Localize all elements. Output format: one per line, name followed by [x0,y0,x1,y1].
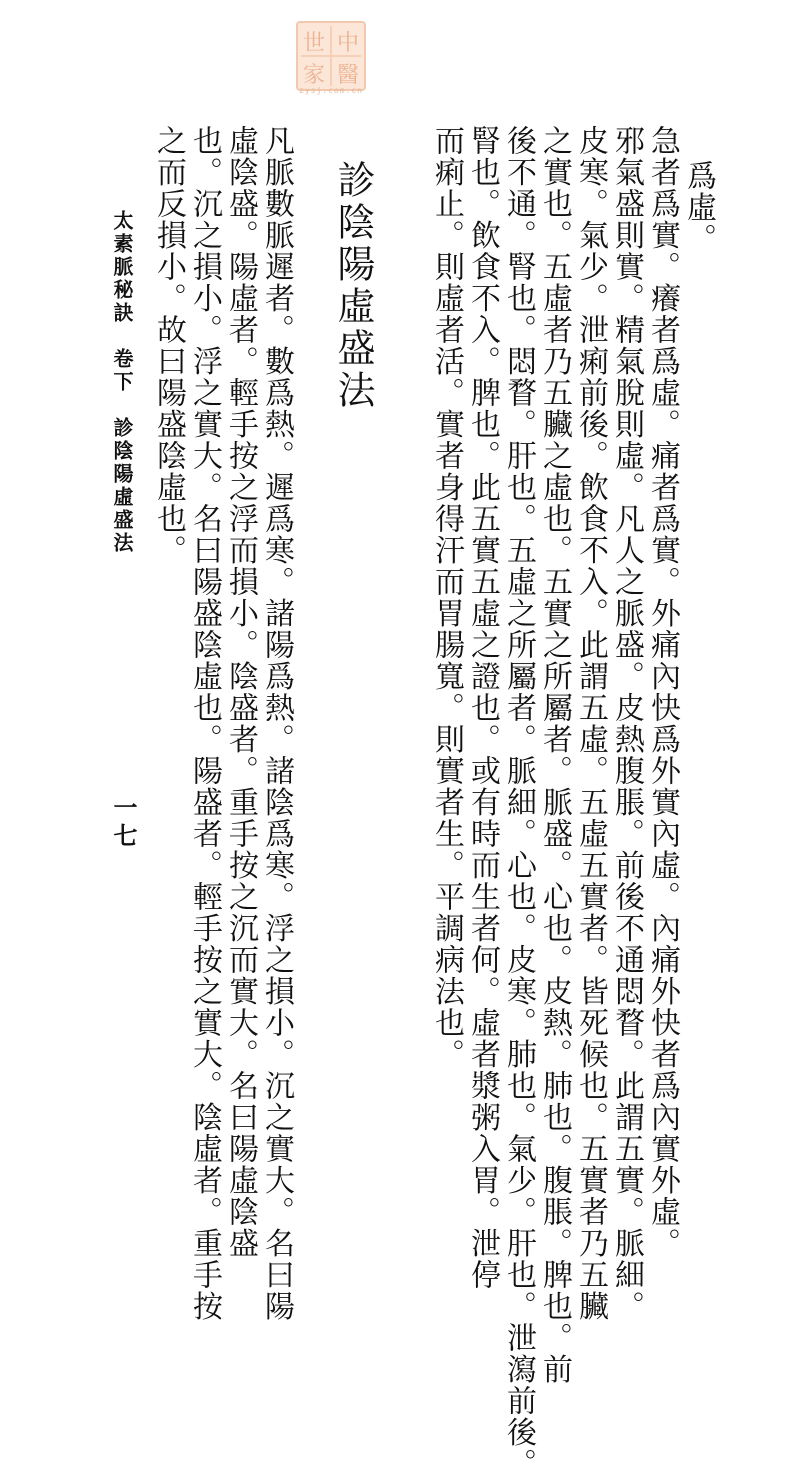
text-column-11: 也。沉之損小。浮之實大。名曰陽盛陰虛也。陽盛者。輕手按之實大。陰虛者。重手按 [187,125,222,1322]
seal-logo-graphic [295,20,367,92]
text-column-9: 凡脈數脈遲者。數爲熱。遲爲寒。諸陽爲熱。諸陰爲寒。浮之損小。沉之實大。名曰陽 [259,125,294,1322]
page-number: 一七 [109,795,138,851]
text-column-4: 皮寒。氣少。泄痢前後。飲食不入。此謂五虛。五虛五實者。皆死候也。五實者乃五臟 [573,125,608,1322]
text-column-1: 爲虛。 [681,160,716,255]
text-column-7: 腎也。飲食不入。脾也。此五實五虛之證也。或有時而生者何。虛者漿粥入胃。泄停 [465,125,500,1291]
text-column-3: 邪氣盛則實。精氣脫則虛。凡人之脈盛。皮熱腹脹。前後不通悶瞀。此謂五實。脈細。 [609,125,644,1322]
svg-text:醫: 醫 [336,63,360,88]
seal-logo [295,20,367,92]
running-head: 太素脈秘訣 卷下 診陰陽虛盛法 [110,210,134,555]
text-column-8: 而痢止。則虛者活。實者身得汗而胃腸寬。則實者生。平調病法也。 [429,125,464,1070]
svg-text:中: 中 [336,31,360,56]
seal-caption: zysj.com.cn [299,86,363,95]
text-column-2: 急者爲實。癢者爲虛。痛者爲實。外痛內快爲外實內虛。內痛外快者爲內實外虛。 [645,125,680,1259]
section-title: 診陰陽虛盛法 [331,160,375,412]
text-column-10: 虛陰盛。陽虛者。輕手按之浮而損小。陰盛者。重手按之沉而實大。名曰陽虛陰盛 [223,125,258,1259]
svg-text:世: 世 [302,31,326,56]
svg-text:家: 家 [302,63,326,88]
text-column-6: 後不通。腎也。悶瞀。肝也。五虛之所屬者。脈細。心也。皮寒。肺也。氣少。肝也。泄瀉前後。 [501,125,536,1480]
text-column-5: 之實也。五虛者乃五臟之虛也。五實之所屬者。脈盛。心也。皮熱。肺也。腹脹。脾也。前 [537,125,572,1385]
text-column-12: 之而反損小。故曰陽盛陰虛也。 [151,125,186,566]
